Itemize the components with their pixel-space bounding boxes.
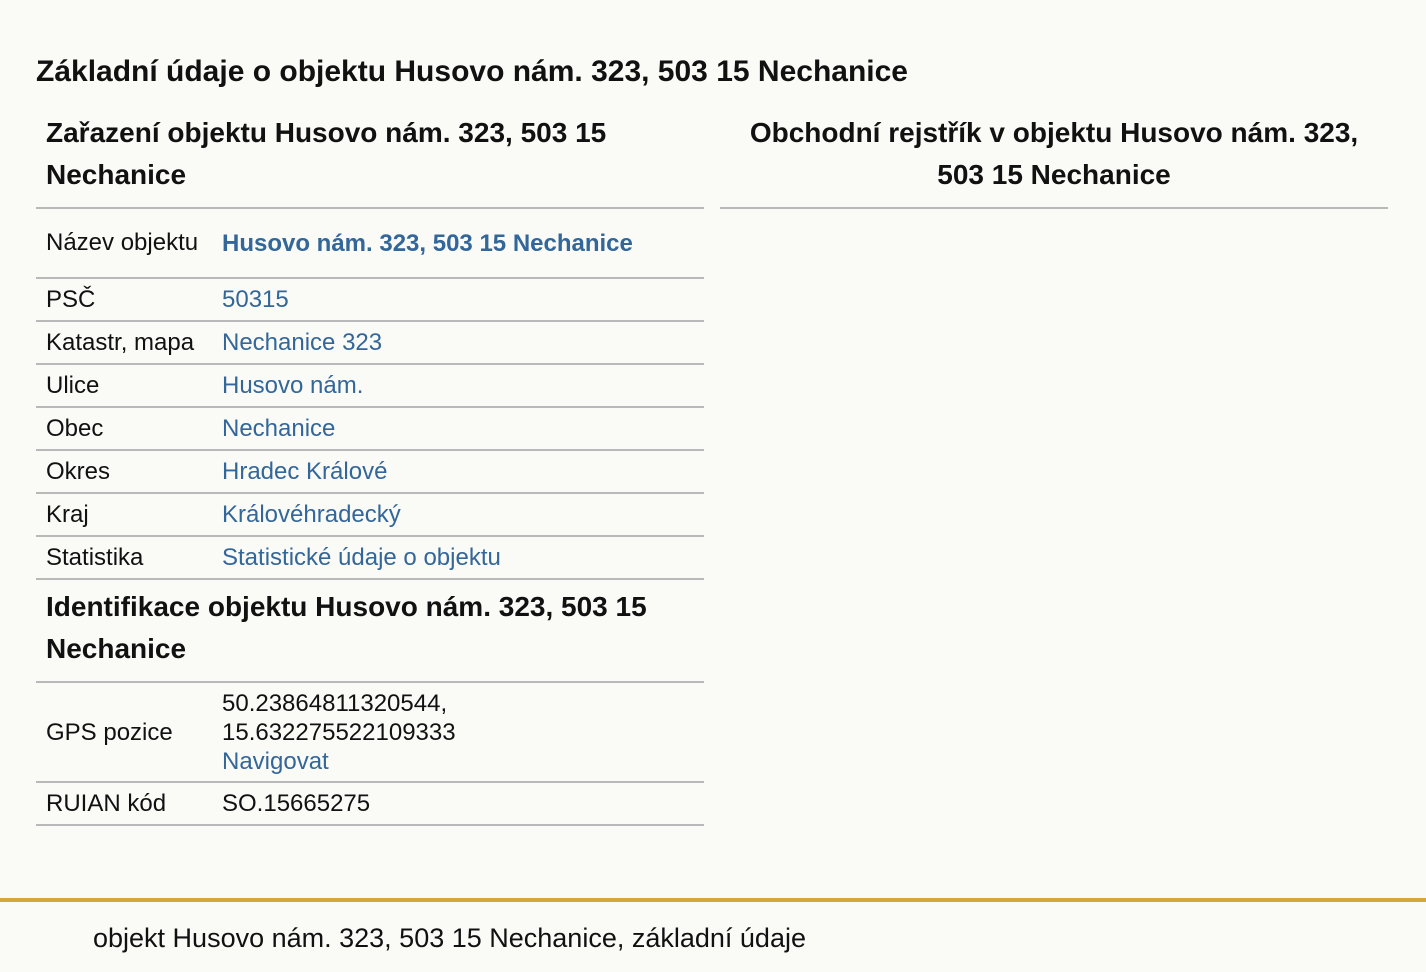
statistics-link[interactable]: Statistické údaje o objektu xyxy=(222,544,501,571)
gps-latitude: 50.23864811320544, xyxy=(222,689,448,717)
table-row xyxy=(36,364,704,407)
table-row xyxy=(36,683,704,782)
row-label: Kraj xyxy=(36,493,212,536)
business-register-section xyxy=(720,112,1388,209)
identification-table xyxy=(36,683,704,826)
row-label: RUIAN kód xyxy=(36,782,212,825)
row-label: Okres xyxy=(36,450,212,493)
navigate-link[interactable]: Navigovat xyxy=(222,747,329,775)
district-link[interactable]: Hradec Králové xyxy=(222,458,388,485)
table-row xyxy=(36,209,704,278)
table-row xyxy=(36,536,704,579)
psc-link[interactable]: 50315 xyxy=(222,286,289,313)
classification-heading: Zařazení objektu Husovo nám. 323, 503 15 Nechanice xyxy=(36,112,704,209)
row-label: GPS pozice xyxy=(36,683,212,782)
table-row xyxy=(36,407,704,450)
page-title: Základní údaje o objektu Husovo nám. 323, 503 15 Nechanice xyxy=(36,55,908,88)
table-row xyxy=(36,493,704,536)
table-row xyxy=(36,450,704,493)
row-label: Katastr, mapa xyxy=(36,321,212,364)
table-row xyxy=(36,321,704,364)
identification-heading: Identifikace objektu Husovo nám. 323, 503 15 Nechanice xyxy=(36,580,704,683)
business-register-heading: Obchodní rejstřík v objektu Husovo nám. 323, 503 15 Nechanice xyxy=(720,112,1388,209)
table-row xyxy=(36,278,704,321)
row-label: PSČ xyxy=(36,278,212,321)
row-label: Statistika xyxy=(36,536,212,579)
object-name-link[interactable]: Husovo nám. 323, 503 15 Nechanice xyxy=(222,229,633,257)
classification-table xyxy=(36,209,704,580)
row-label: Název objektu xyxy=(36,209,212,278)
footer-text: objekt Husovo nám. 323, 503 15 Nechanice, základní údaje xyxy=(93,923,806,953)
row-label: Ulice xyxy=(36,364,212,407)
region-link[interactable]: Královéhradecký xyxy=(222,501,401,528)
classification-section xyxy=(36,112,704,826)
footer-divider xyxy=(0,898,1426,902)
table-row xyxy=(36,782,704,825)
cadastre-map-link[interactable]: Nechanice 323 xyxy=(222,329,383,356)
gps-longitude: 15.632275522109333 xyxy=(222,718,456,746)
row-label: Obec xyxy=(36,407,212,450)
ruian-code: SO.15665275 xyxy=(212,782,704,825)
street-link[interactable]: Husovo nám. xyxy=(222,372,364,399)
municipality-link[interactable]: Nechanice xyxy=(222,415,336,442)
